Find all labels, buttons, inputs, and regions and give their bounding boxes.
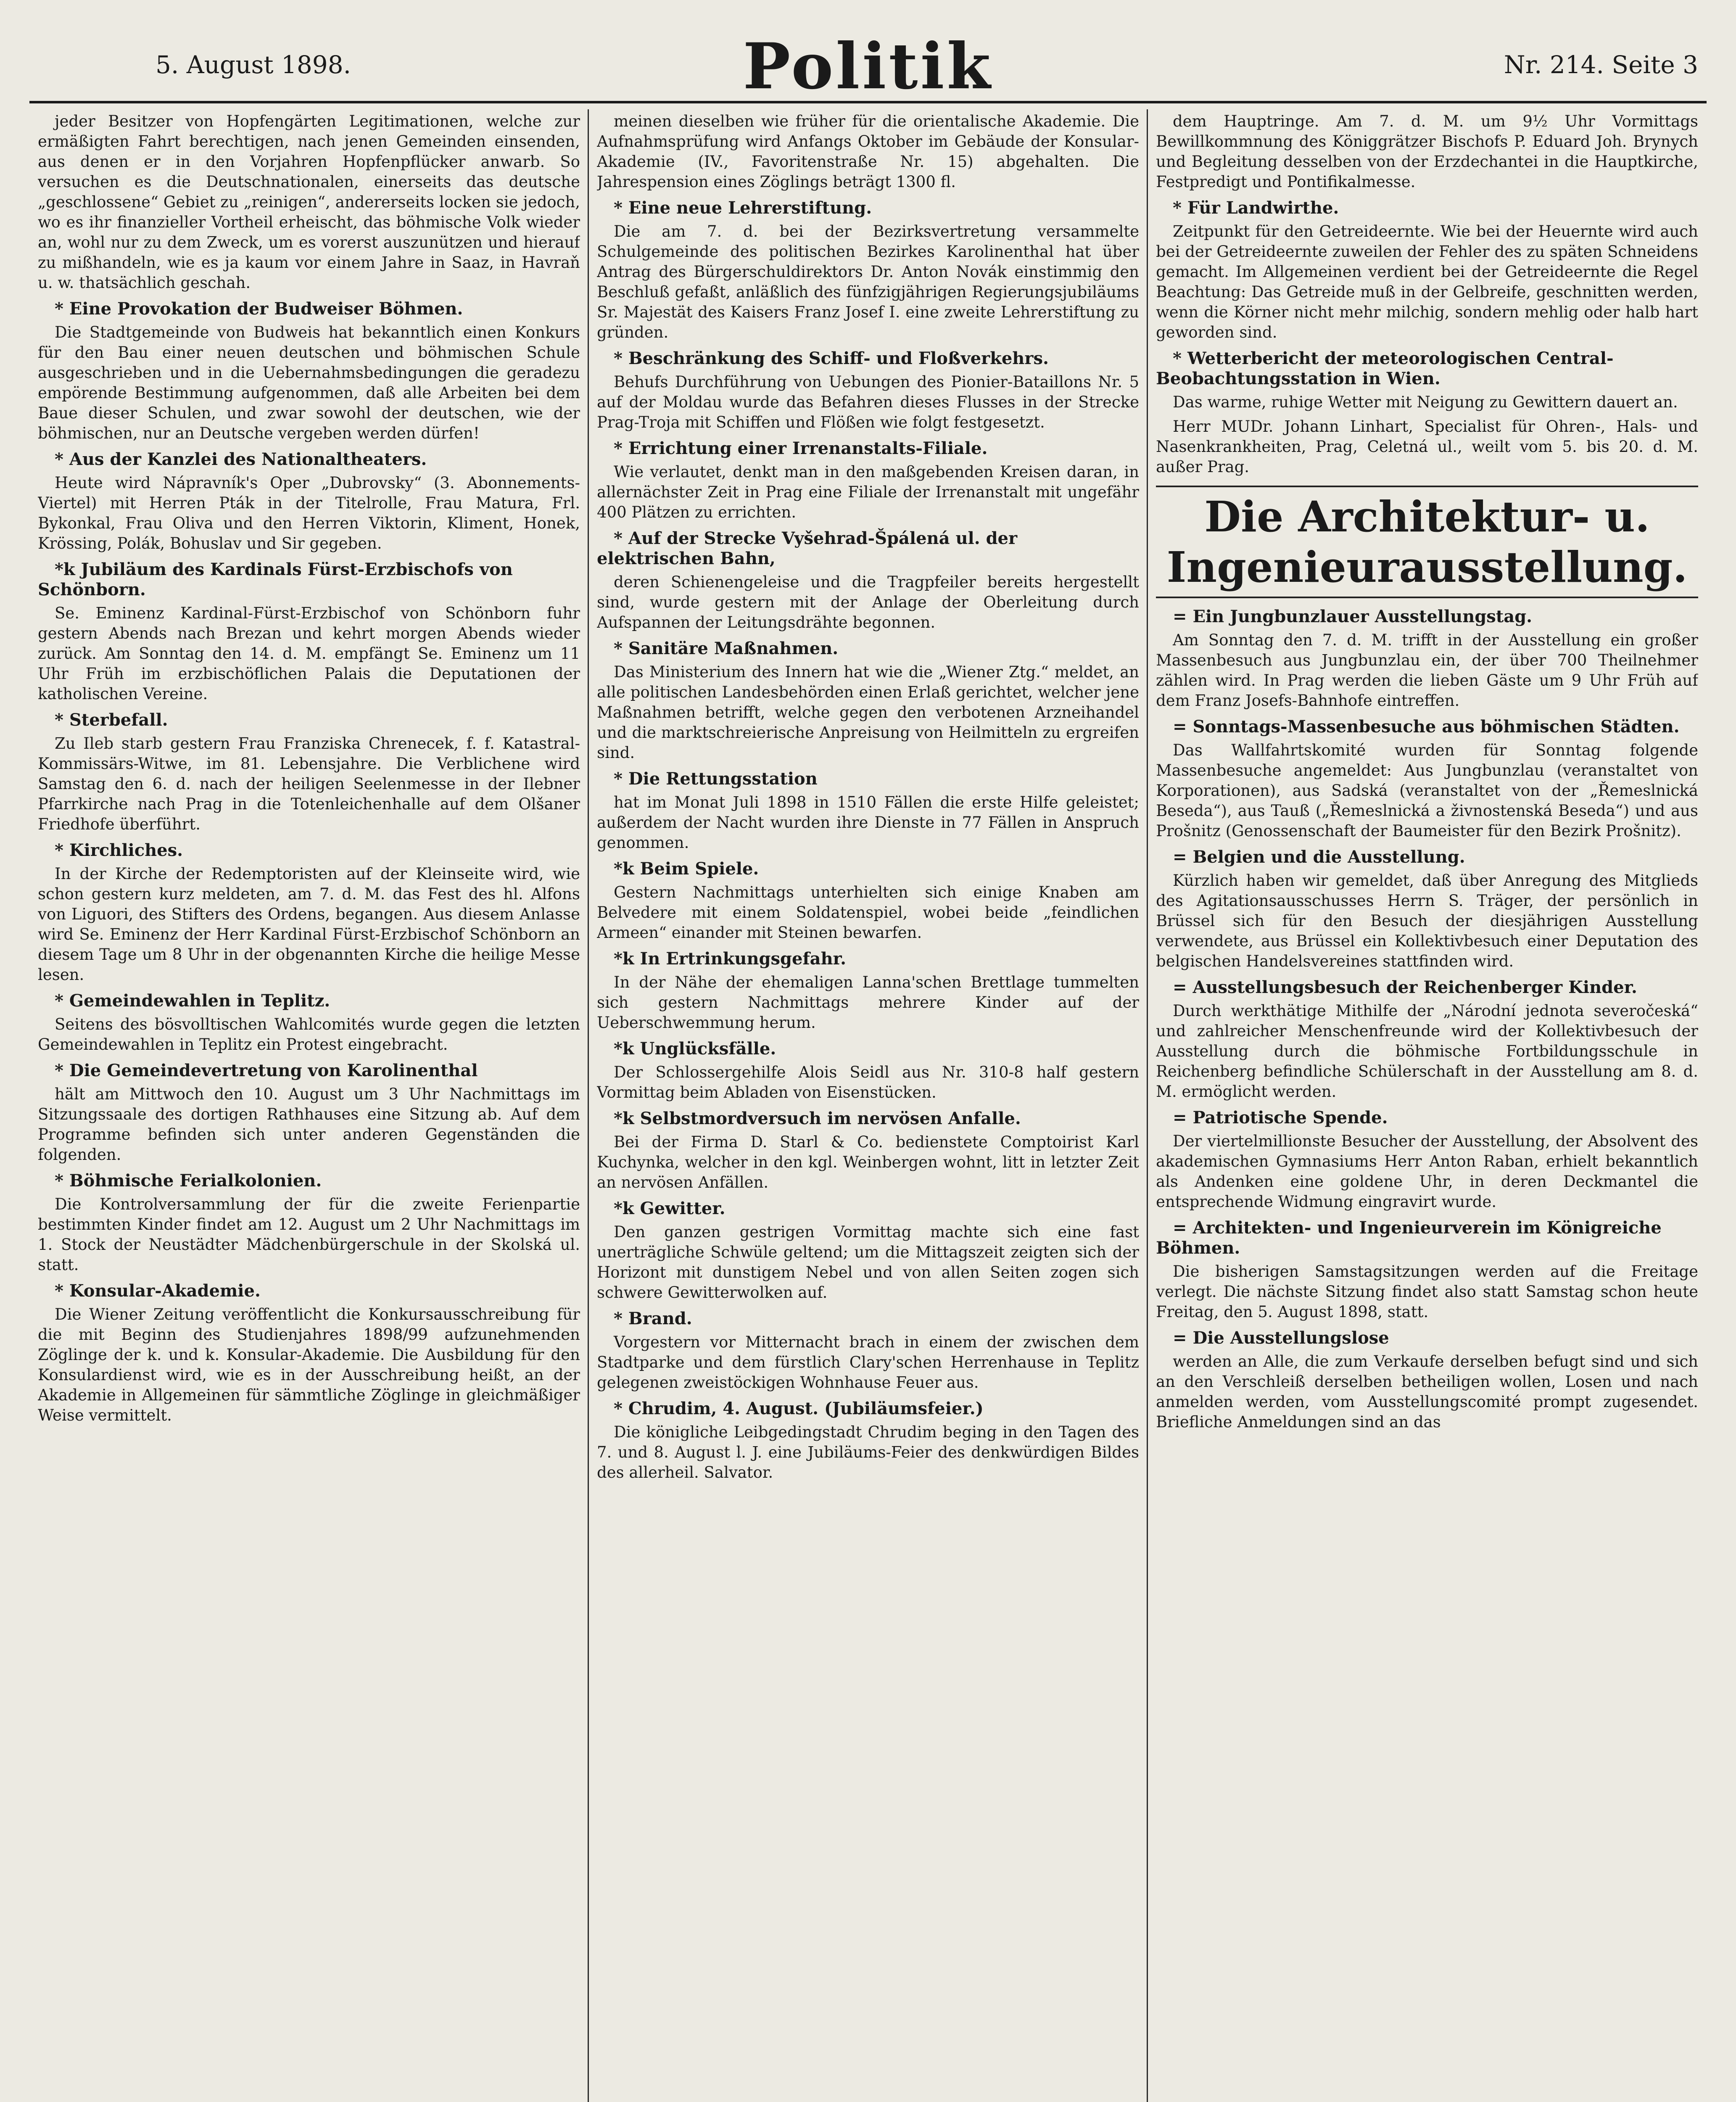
article-text: Die Wiener Zeitung veröffentlicht die Konkursausschreibung für die mit Beginn des Studienjahres 1898/99 aufzunehmenden Zöglinge der k. und k. Konsular-Akademie. Die Ausbildung für den Konsulardienst wird, wie es in der Ausschreibung heißt, an der Akademie in Allgemeinen für sämmtliche Zöglinge in gleichmäßiger Weise vermittelt.	[38, 1305, 580, 1424]
article-text: Die Kontrolversammlung der für die zweite Ferienpartie bestimmten Kinder findet am 12. August um 2 Uhr Nachmittags im 1. Stock der Neustädter Mädchenbürgerschule in der Skolská ul. statt.	[38, 1195, 580, 1274]
article-heading: * Die Gemeindevertretung von Karolinenthal	[55, 1061, 478, 1080]
article-heading: = Patriotische Spende.	[1173, 1108, 1388, 1128]
article-heading: * Eine neue Lehrerstiftung.	[614, 198, 872, 218]
article-heading: = Ein Jungbunzlauer Ausstellungstag.	[1173, 607, 1533, 626]
article-text: Behufs Durchführung von Uebungen des Pionier-Bataillons Nr. 5 auf der Moldau wurde das Befahren dieses Flusses in der Strecke Prag-Troja mit Schiffen und Flößen wie folgt festgesetzt.	[597, 373, 1139, 431]
article-heading: * Böhmische Ferialkolonien.	[55, 1171, 322, 1191]
article-heading: * Sterbefall.	[55, 710, 168, 730]
article-text: Die am 7. d. bei der Bezirksvertretung versammelte Schulgemeinde des politischen Bezirkes Karolinenthal hat über Antrag des Bürgerschuldirektors Dr. Anton Novák einstimmig den Beschluß gefaßt, anläßlich des fünfzigjährigen Regierungsjubiläums Sr. Majestät des Kaisers Franz Josef I. eine zweite Lehrerstiftung zu gründen.	[597, 222, 1139, 341]
article-text: Bei der Firma D. Starl & Co. bedienstete Comptoirist Karl Kuchynka, welcher in den kgl. Weinbergen wohnt, litt in letzter Zeit an nervösen Anfällen.	[597, 1133, 1139, 1191]
article-text: Am Sonntag den 7. d. M. trifft in der Ausstellung ein großer Massenbesuch aus Jungbunzlau ein, der über 700 Theilnehmer zählen wird. In Prag werden die lieben Gäste um 9 Uhr Früh auf dem Franz Josefs-Bahnhofe eintreffen.	[1156, 631, 1698, 710]
notice-text: Herr MUDr. Johann Linhart, Specialist für Ohren-, Hals- und Nasenkrankheiten, Prag, Celetná ul., weilt vom 5. bis 20. d. M. außer Prag.	[1156, 417, 1698, 476]
article-heading: *k In Ertrinkungsgefahr.	[614, 949, 846, 969]
article-heading: *k Unglücksfälle.	[614, 1039, 776, 1059]
article-heading: *k Gewitter.	[614, 1199, 726, 1218]
article-text: In der Kirche der Redemptoristen auf der Kleinseite wird, wie schon gestern kurz meldeten, am 7. d. M. das Fest des hl. Alfons von Liguori, des Stifters des Ordens, begangen. Aus diesem Anlasse wird Se. Eminenz der Herr Kardinal Fürst-Erzbischof Schönborn an diesem Tage um 8 Uhr in der obgenannten Kirche die heilige Messe lesen.	[38, 865, 580, 984]
article-text: Gestern Nachmittags unterhielten sich einige Knaben am Belvedere mit einem Soldatenspiel, wobei beide „feindlichen Armeen“ einander mit Steinen bewarfen.	[597, 883, 1139, 942]
column-3	[1156, 111, 1698, 2102]
article-heading: = Sonntags-Massenbesuche aus böhmischen Städten.	[1173, 717, 1680, 737]
article-text: Se. Eminenz Kardinal-Fürst-Erzbischof von Schönborn fuhr gestern Abends nach Brezan und kehrt morgen Abends wieder zurück. Am Sonntag den 14. d. M. empfängt Se. Eminenz um 11 Uhr Früh im erzbischöflichen Palais die Deputationen der katholischen Vereine.	[38, 604, 580, 703]
article-text: Das Ministerium des Innern hat wie die „Wiener Ztg.“ meldet, an alle politischen Landesbehörden einen Erlaß gerichtet, welcher jene Maßnahmen betrifft, welche gegen den verbotenen Arzneihandel und die marktschreierische Anpreisung von Heilmitteln zu ergreifen sind.	[597, 663, 1139, 762]
article-text: In der Nähe der ehemaligen Lanna'schen Brettlage tummelten sich gestern Nachmittags mehrere Kinder auf der Ueberschwemmung herum.	[597, 973, 1139, 1032]
article-text: Seitens des bösvolltischen Wahlcomités wurde gegen die letzten Gemeindewahlen in Teplitz ein Protest eingebracht.	[38, 1015, 580, 1054]
column-divider	[588, 109, 589, 2102]
article-text: Den ganzen gestrigen Vormittag machte sich eine fast unerträgliche Schwüle geltend; um die Mittagszeit zeigten sich der Horizont mit dunstigem Nebel und von allen Seiten zogen sich schwere Gewitterwolken auf.	[597, 1223, 1139, 1302]
article-text: deren Schienengeleise und die Tragpfeiler bereits hergestellt sind, wurde gestern mit der Anlage der Oberleitung durch Aufspannen der Leitungsdrähte begonnen.	[597, 573, 1139, 631]
article-heading: * Für Landwirthe.	[1173, 198, 1339, 218]
section-title: Politik	[743, 29, 993, 103]
article-heading: * Gemeindewahlen in Teplitz.	[55, 991, 330, 1011]
article-heading: *k Jubiläum des Kardinals Fürst-Erzbischofs von Schönborn.	[38, 560, 513, 599]
article-heading: = Die Ausstellungslose	[1173, 1328, 1389, 1348]
article-heading: * Wetterbericht der meteorologischen Central-Beobachtungsstation in Wien.	[1156, 349, 1614, 388]
article-text: Die bisherigen Samstagsitzungen werden auf die Freitage verlegt. Die nächste Sitzung findet also statt Samstag schon heute Freitag, den 5. August 1898, statt.	[1156, 1262, 1698, 1321]
article-text: Der Schlossergehilfe Alois Seidl aus Nr. 310-8 half gestern Vormittag beim Abladen von Eisenstücken.	[597, 1063, 1139, 1101]
article-text: Zu Ileb starb gestern Frau Franziska Chrenecek, f. f. Katastral-Kommissärs-Witwe, im 81. Lebensjahre. Die Verblichene wird Samstag den 6. d. nach der heiligen Seelenmesse in der Ilebner Pfarrkirche nach Prag in die Totenleichenhalle auf dem Olšaner Friedhofe überführt.	[38, 734, 580, 833]
article-heading: = Ausstellungsbesuch der Reichenberger Kinder.	[1173, 977, 1637, 997]
article-text: Das warme, ruhige Wetter mit Neigung zu Gewittern dauert an.	[1173, 393, 1678, 411]
article-heading: * Errichtung einer Irrenanstalts-Filiale.	[614, 438, 988, 458]
article-heading: * Auf der Strecke Vyšehrad-Špálená ul. der elektrischen Bahn,	[597, 528, 1018, 568]
article-heading: * Eine Provokation der Budweiser Böhmen.	[55, 299, 463, 319]
article-text: hat im Monat Juli 1898 in 1510 Fällen die erste Hilfe geleistet; außerdem der Nacht wurden ihre Dienste in 77 Fällen in Anspruch genommen.	[597, 793, 1139, 852]
article-heading: * Aus der Kanzlei des Nationaltheaters.	[55, 449, 427, 469]
article-heading: *k Beim Spiele.	[614, 859, 759, 879]
article-heading: *k Selbstmordversuch im nervösen Anfalle.	[614, 1109, 1021, 1128]
article-heading: * Beschränkung des Schiff- und Floßverkehrs.	[614, 349, 1049, 368]
article-text: meinen dieselben wie früher für die orientalische Akademie. Die Aufnahmsprüfung wird Anfangs Oktober im Gebäude der Konsular-Akademie (IV., Favoritenstraße Nr. 15) abgehalten. Die Jahrespension eines Zöglings beträgt 1300 fl.	[597, 112, 1139, 191]
section-heading: Die Architektur- u. Ingenieurausstellung.	[1156, 486, 1698, 598]
article-heading: * Kirchliches.	[55, 840, 183, 860]
article-text: jeder Besitzer von Hopfengärten Legitimationen, welche zur ermäßigten Fahrt berechtigen, nach jenen Gemeinden einsenden, aus denen er in den Vorjahren Hopfenpflücker anwarb. So versuchen es die Deutschnationalen, einerseits das deutsche „geschlossene“ Gebiet zu „reinigen“, andererseits locken sie jedoch, wo es ihr finanzieller Vortheil erheischt, das böhmische Volk wieder an, wohl nur zu dem Zweck, um es vorerst auszunützen und hierauf zu mißhandeln, wie es ja kaum vor einem Jahre in Saaz, in Havraň u. w. thatsächlich geschah.	[38, 112, 580, 292]
page-header	[29, 13, 1707, 103]
article-text: Die königliche Leibgedingstadt Chrudim beging in den Tagen des 7. und 8. August l. J. eine Jubiläums-Feier des denkwürdigen Bildes des allerheil. Salvator.	[597, 1423, 1139, 1481]
article-text: Durch werkthätige Mithilfe der „Národní jednota severočeská“ und zahlreicher Menschenfreunde wird der Kollektivbesuch der Ausstellung durch die böhmische Fortbildungsschule in Reichenberg befindliche Schülerschaft in der Ausstellung am 8. d. M. ermöglicht werden.	[1156, 1002, 1698, 1101]
article-heading: * Sanitäre Maßnahmen.	[614, 639, 839, 658]
article-heading: * Brand.	[614, 1309, 692, 1328]
column-1	[38, 111, 580, 2102]
article-heading: = Belgien und die Ausstellung.	[1173, 847, 1465, 867]
column-divider	[1147, 109, 1148, 2102]
article-text: dem Hauptringe. Am 7. d. M. um 9½ Uhr Vormittags Bewillkommnung des Königgrätzer Bischofs P. Eduard Joh. Brynych und Begleitung desselben von der Erzdechantei in die Hauptkirche, Festpredigt und Pontifikalmesse.	[1156, 112, 1698, 191]
article-heading: = Architekten- und Ingenieurverein im Königreiche Böhmen.	[1156, 1218, 1662, 1258]
column-2	[597, 111, 1139, 2102]
page-number: Nr. 214. Seite 3	[1504, 50, 1698, 79]
article-text: Die Stadtgemeinde von Budweis hat bekanntlich einen Konkurs für den Bau einer neuen deutschen und böhmischen Schule ausgeschrieben und in die Uebernahmsbedingungen die geradezu empörende Bestimmung aufgenommen, daß alle Arbeiten bei dem Baue dieser Schulen, und zwar sowohl der deutschen, wie der böhmischen, nur an Deutsche vergeben werden dürfen!	[38, 323, 580, 442]
article-text: Kürzlich haben wir gemeldet, daß über Anregung des Mitglieds des Agitationsausschusses Herrn S. Träger, der persönlich in Brüssel sich für den Besuch der diesjährigen Ausstellung verwendete, aus Brüssel ein Kollektivbesuch einer Deputation des belgischen Handelsvereines stattfinden wird.	[1156, 871, 1698, 970]
article-text: Der viertelmillionste Besucher der Ausstellung, der Absolvent des akademischen Gymnasiums Herr Anton Raban, erhielt bekanntlich als Andenken eine goldene Uhr, in deren Deckmantel die entsprechende Widmung eingravirt wurde.	[1156, 1132, 1698, 1211]
article-heading: * Die Rettungsstation	[614, 769, 818, 789]
issue-date: 5. August 1898.	[156, 50, 351, 79]
article-text: Das Wallfahrtskomité wurden für Sonntag folgende Massenbesuche angemeldet: Aus Jungbunzlau (veranstaltet von Korporationen), aus Sadská (veranstaltet von der „Řemeslnická Beseda“), aus Tauß („Řemeslnická a živnostenská Beseda“) und aus Prošnitz (Genossenschaft der Baumeister für den Bezirk Prošnitz).	[1156, 741, 1698, 840]
article-text: werden an Alle, die zum Verkaufe derselben befugt sind und sich an den Verschleiß derselben betheiligen wollen, Losen und nach anmelden werden, vom Ausstellungscomité prompt zugesendet. Briefliche Anmeldungen sind an das	[1156, 1352, 1698, 1431]
article-text: Zeitpunkt für den Getreideernte. Wie bei der Heuernte wird auch bei der Getreideernte zuweilen der Fehler des zu späten Schneidens gemacht. Im Allgemeinen verdient bei der Getreideernte die Regel Beachtung: Das Getreide muß in der Gelbreife, geschnitten werden, wenn die Körner nicht mehr milchig, sondern mehlig oder halb hart geworden sind.	[1156, 222, 1698, 341]
article-heading: * Konsular-Akademie.	[55, 1281, 261, 1301]
article-text: Heute wird Nápravník's Oper „Dubrovsky“ (3. Abonnements-Viertel) mit Herren Pták in der Titelrolle, Frau Matura, Frl. Bykonkal, Frau Oliva und den Herren Viktorin, Kliment, Honek, Krössing, Polák, Bohuslav und Sir gegeben.	[38, 474, 580, 552]
article-text: Vorgestern vor Mitternacht brach in einem der zwischen dem Stadtparke und dem fürstlich Clary'schen Herrenhause in Teplitz gelegenen zweistöckigen Wohnhause Feuer aus.	[597, 1333, 1139, 1392]
article-text: hält am Mittwoch den 10. August um 3 Uhr Nachmittags im Sitzungssaale des dortigen Rathhauses eine Sitzung ab. Auf dem Programme befinden sich unter anderen Gegenständen die folgenden.	[38, 1085, 580, 1164]
article-text: Wie verlautet, denkt man in den maßgebenden Kreisen daran, in allernächster Zeit in Prag eine Filiale der Irrenanstalt mit ungefähr 400 Plätzen zu errichten.	[597, 463, 1139, 521]
article-heading: * Chrudim, 4. August. (Jubiläumsfeier.)	[614, 1399, 984, 1418]
